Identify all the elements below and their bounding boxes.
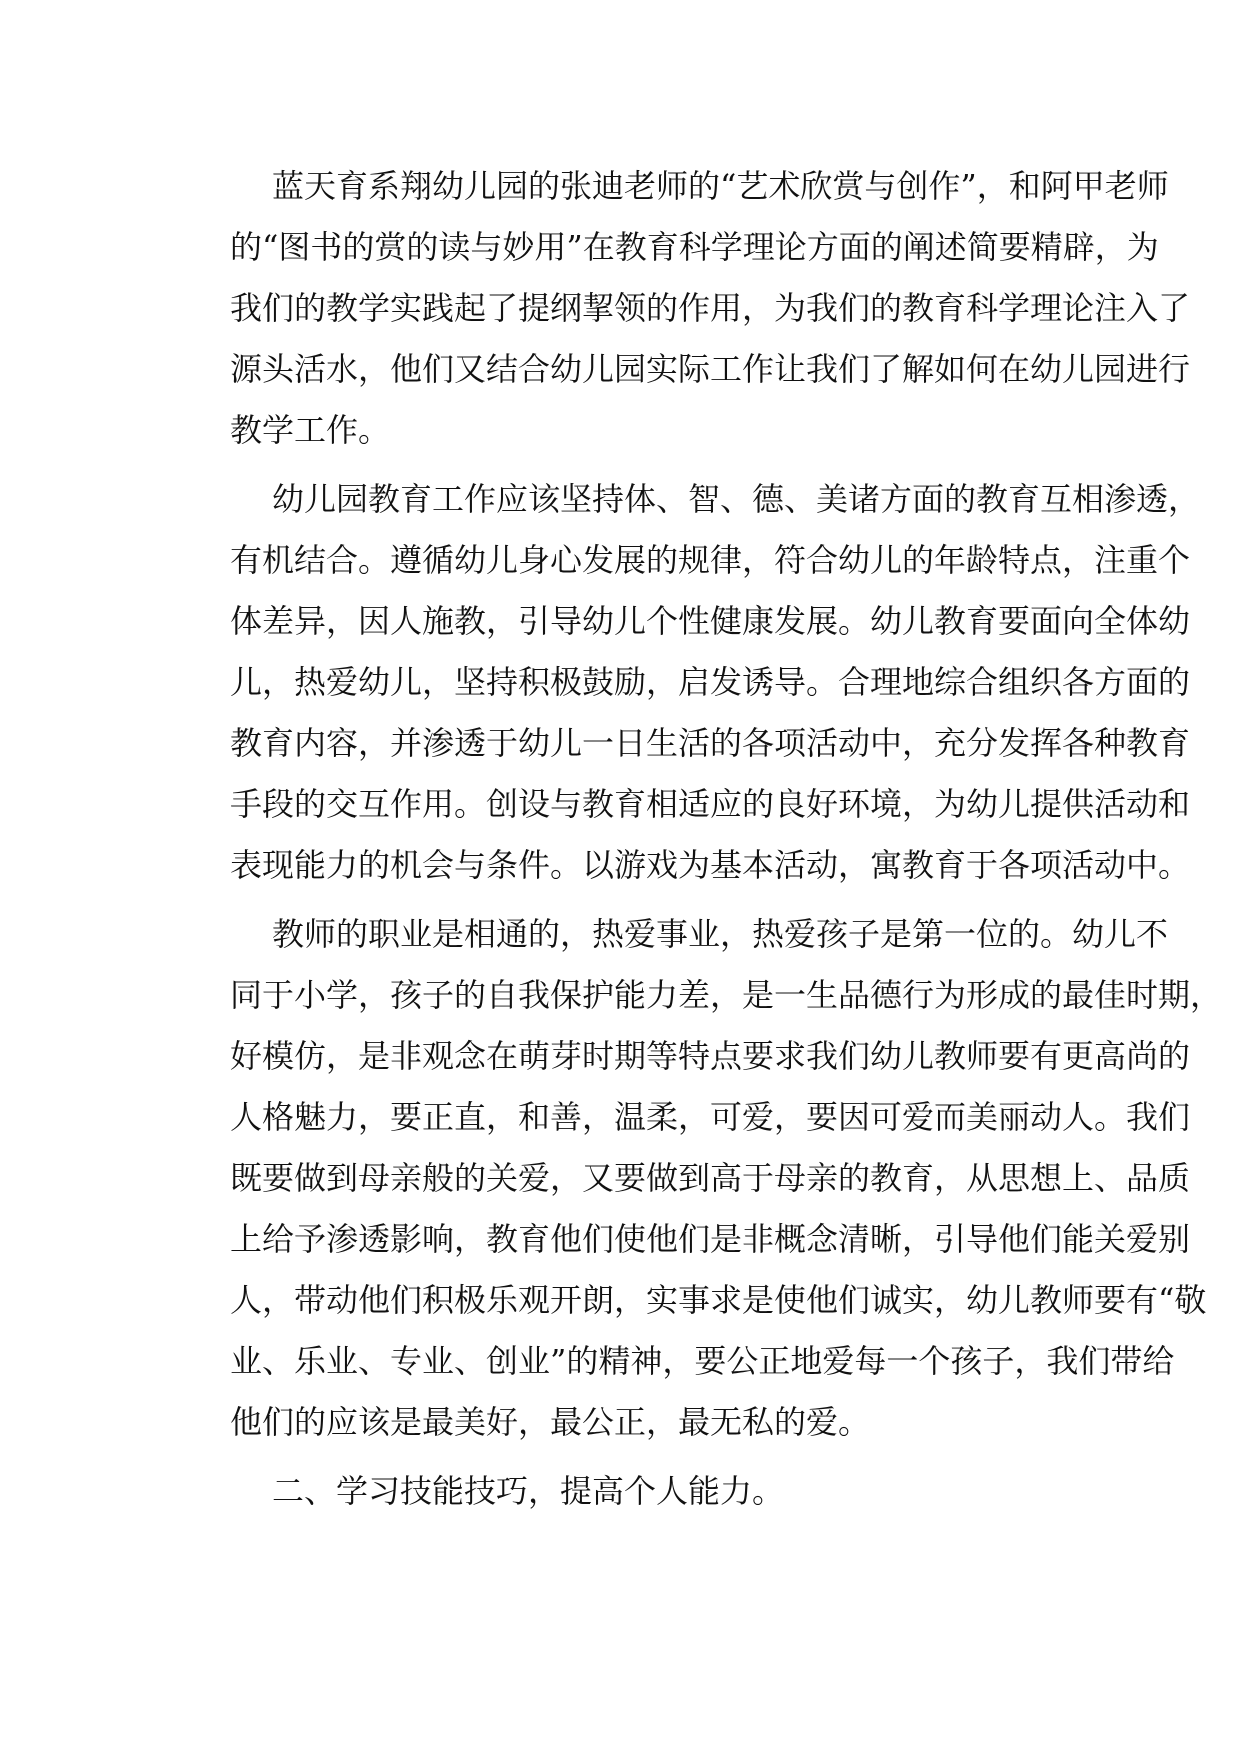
paragraph-3 — [188, 904, 1223, 1453]
text-line: 教学工作。 — [230, 411, 391, 449]
text-line: 幼儿园教育工作应该坚持体、智、德、美诸方面的教育互相渗透， — [272, 480, 1201, 518]
section-heading — [188, 1461, 1068, 1522]
text-line: 教育内容，并渗透于幼儿一日生活的各项活动中，充分发挥各种教育 — [230, 724, 1191, 762]
text-line: 的“图书的赏的读与妙用”在教育科学理论方面的阐述简要精辟，为 — [230, 228, 1159, 266]
text-line: 他们的应该是最美好，最公正，最无私的爱。 — [230, 1403, 871, 1441]
paragraph-2 — [188, 469, 1201, 896]
text-line: 好模仿，是非观念在萌芽时期等特点要求我们幼儿教师要有更高尚的 — [230, 1037, 1191, 1075]
text-line: 既要做到母亲般的关爱，又要做到高于母亲的教育，从思想上、品质 — [230, 1159, 1191, 1197]
text-line: 同于小学，孩子的自我保护能力差，是一生品德行为形成的最佳时期， — [230, 976, 1223, 1014]
text-line: 业、乐业、专业、创业”的精神，要公正地爱每一个孩子，我们带给 — [230, 1342, 1175, 1380]
text-line: 人格魅力，要正直，和善，温柔，可爱，要因可爱而美丽动人。我们 — [230, 1098, 1191, 1136]
text-line: 源头活水，他们又结合幼儿园实际工作让我们了解如何在幼儿园进行 — [230, 350, 1191, 388]
text-line: 教师的职业是相通的，热爱事业，热爱孩子是第一位的。幼儿不 — [272, 915, 1169, 953]
text-line: 有机结合。遵循幼儿身心发展的规律，符合幼儿的年龄特点，注重个 — [230, 541, 1191, 579]
paragraph-1 — [188, 156, 1191, 461]
document-body — [188, 156, 1223, 1530]
text-line: 手段的交互作用。创设与教育相适应的良好环境，为幼儿提供活动和 — [230, 785, 1191, 823]
text-line: 体差异，因人施教，引导幼儿个性健康发展。幼儿教育要面向全体幼 — [230, 602, 1191, 640]
text-line: 儿，热爱幼儿，坚持积极鼓励，启发诱导。合理地综合组织各方面的 — [230, 663, 1191, 701]
text-line: 蓝天育系翔幼儿园的张迪老师的“艺术欣赏与创作”，和阿甲老师 — [272, 167, 1169, 205]
text-line: 人，带动他们积极乐观开朗，实事求是使他们诚实，幼儿教师要有“敬 — [230, 1281, 1207, 1319]
heading-line: 二、学习技能技巧，提高个人能力。 — [272, 1472, 785, 1510]
text-line: 表现能力的机会与条件。以游戏为基本活动，寓教育于各项活动中。 — [230, 846, 1191, 884]
text-line: 上给予渗透影响，教育他们使他们是非概念清晰，引导他们能关爱别 — [230, 1220, 1191, 1258]
text-line: 我们的教学实践起了提纲挈领的作用，为我们的教育科学理论注入了 — [230, 289, 1191, 327]
